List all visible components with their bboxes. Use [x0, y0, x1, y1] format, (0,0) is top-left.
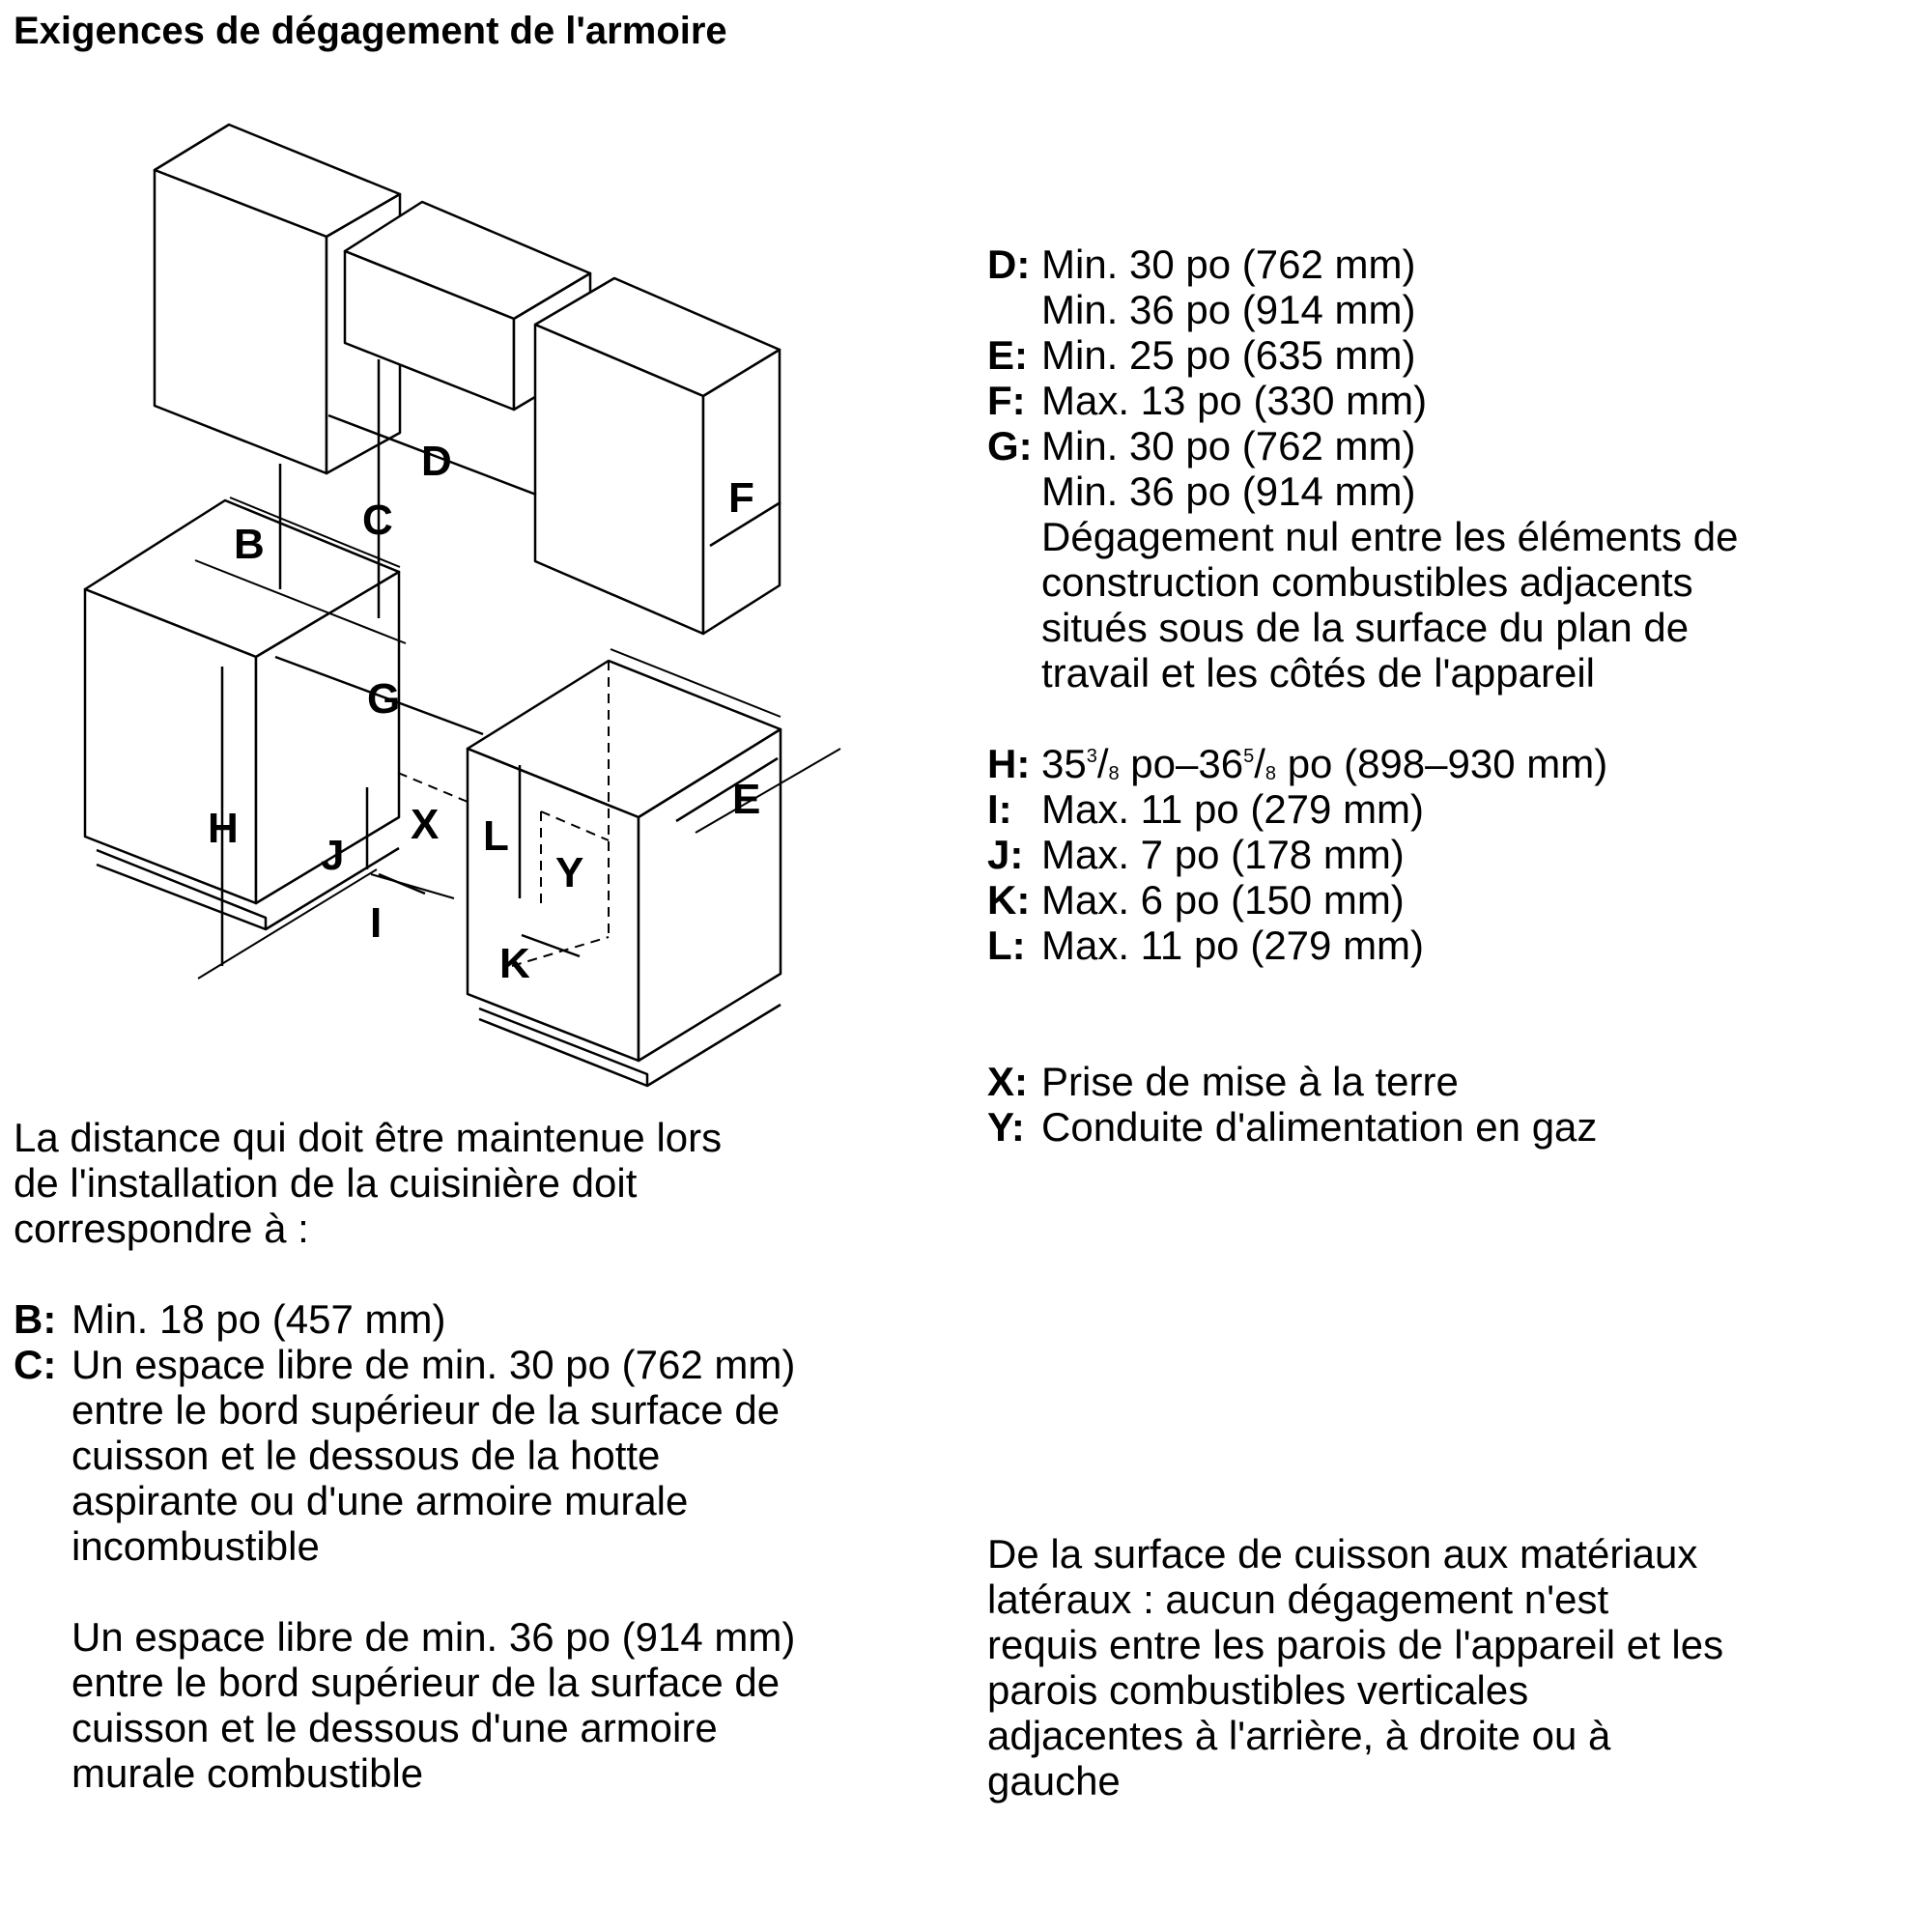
- def-b: B: Min. 18 po (457 mm): [14, 1296, 446, 1342]
- def-j: J: Max. 7 po (178 mm): [987, 832, 1405, 877]
- def-y: Y: Conduite d'alimentation en gaz: [987, 1104, 1598, 1150]
- label-j: J: [321, 832, 345, 879]
- page-title: Exigences de dégagement de l'armoire: [14, 10, 727, 52]
- label-c: C: [362, 497, 393, 544]
- def-g: G: Min. 30 po (762 mm) Min. 36 po (914 mm) Dégagement nul entre les éléments de construction combustibles adjacents situés sous de la surface du plan de travail et les côtés de l'appareil: [987, 423, 1739, 696]
- def-c: C: Un espace libre de min. 30 po (762 mm) entre le bord supérieur de la surface de cuisson et le dessous de la hotte aspirante ou d'une armoire murale incombustible: [14, 1342, 796, 1569]
- def-f: F: Max. 13 po (330 mm): [987, 378, 1428, 423]
- label-d: D: [421, 438, 452, 485]
- label-b: B: [234, 521, 265, 568]
- right-definitions: [987, 242, 1915, 1150]
- label-f: F: [728, 474, 754, 522]
- side-note: De la surface de cuisson aux matériaux latéraux : aucun dégagement n'est requis entre les parois de l'appareil et les parois combustibles verticales adjacentes à l'arrière, à droite ou à gauche: [987, 1531, 1724, 1804]
- intro-paragraph: La distance qui doit être maintenue lors de l'installation de la cuisinière doit correspondre à :: [14, 1115, 723, 1251]
- label-x: X: [411, 801, 440, 848]
- label-i: I: [370, 899, 383, 947]
- label-y: Y: [555, 849, 584, 896]
- label-l: L: [483, 812, 509, 860]
- label-k: K: [499, 940, 530, 987]
- lower-right-cabinet: [468, 661, 781, 1086]
- left-definitions: [14, 1296, 902, 1796]
- label-e: E: [732, 776, 761, 823]
- def-i: I: Max. 11 po (279 mm): [987, 786, 1425, 832]
- def-c-combustible: Un espace libre de min. 36 po (914 mm) entre le bord supérieur de la surface de cuisson et le dessous d'une armoire murale combustible: [71, 1614, 796, 1796]
- def-e: E: Min. 25 po (635 mm): [987, 332, 1416, 378]
- label-g: G: [367, 675, 401, 723]
- def-l: L: Max. 11 po (279 mm): [987, 923, 1425, 968]
- def-d: D: Min. 30 po (762 mm) Min. 36 po (914 mm): [987, 242, 1416, 332]
- label-h: H: [208, 805, 239, 852]
- def-h: H: $35^3/_8$ $po-36^5/_8$ po (898–930 mm): [987, 741, 1608, 786]
- def-x: X: Prise de mise à la terre: [987, 1059, 1459, 1104]
- def-k: K: Max. 6 po (150 mm): [987, 877, 1405, 923]
- upper-right-cabinet: [535, 278, 780, 634]
